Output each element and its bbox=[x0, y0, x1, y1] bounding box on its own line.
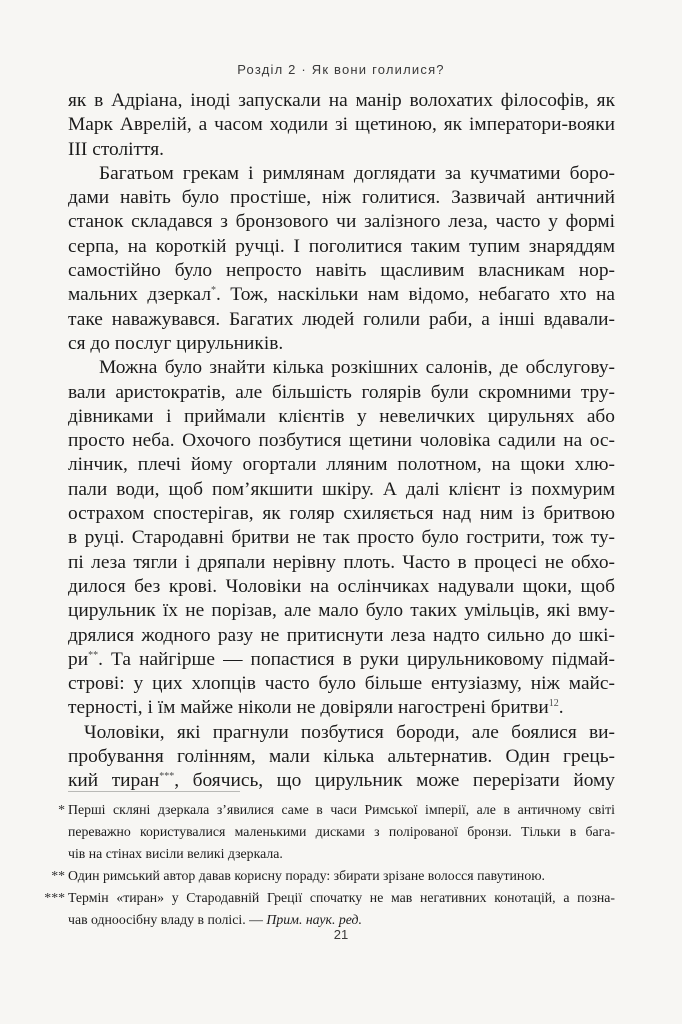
footnote-text bbox=[68, 865, 615, 887]
text-line: Чоловіки, які прагнули позбутися бороди, але боялися ви- bbox=[84, 721, 615, 743]
text-line: дрялися жодного разу не притиснути леза надто сильно до шкі- bbox=[68, 624, 615, 646]
endnote-ref[interactable]: 12 bbox=[548, 698, 559, 710]
text-line: Можна було знайти кілька розкішних салонів, де обслугову- bbox=[99, 357, 615, 379]
footnote-ref[interactable]: *** bbox=[159, 771, 175, 783]
footnote-line: переважно користувалися маленькими дисками з полірованої бронзи. Тільки в бага- bbox=[68, 824, 615, 839]
text-line: Багатьом грекам і римлянам доглядати за кучматими боро- bbox=[99, 162, 615, 184]
footnote-line: Один римський автор давав корисну пораду: збирати зрізане волосся павутиною. bbox=[68, 868, 545, 883]
text-line: пі леза тягли і дряпали нерівну плоть. Часто в процесі не обхо- bbox=[68, 551, 615, 573]
footnote-line: чів на стінах висіли великі дзеркала. bbox=[68, 846, 283, 861]
text-line: лінчик, плечі йому огортали лляним полотном, на щоки хлю- bbox=[68, 454, 615, 476]
text-line: Марк Аврелій, а часом ходили зі щетиною, як імператори-вояки bbox=[68, 114, 615, 136]
footnote-text bbox=[68, 799, 615, 865]
text-line: серпа, на короткій ручці. І поголитися таким тупим знаряддям bbox=[68, 235, 615, 257]
text-fragment: . bbox=[558, 697, 564, 719]
footnote-line: Термін «тиран» у Стародавній Греції спочатку не мав негативних конотацій, а позна- bbox=[68, 890, 615, 905]
text-fragment: . Та найгірше — попастися в руки цирульниковому підмай- bbox=[98, 648, 615, 670]
text-fragment: чав одноосібну владу в полісі. — bbox=[68, 912, 267, 927]
footnote-line: Перші скляні дзеркала з’явилися саме в часи Римської імперії, але в античному світі bbox=[68, 802, 615, 817]
footnote-mark: ** bbox=[51, 868, 65, 883]
footnote bbox=[22, 799, 615, 865]
text-line bbox=[68, 769, 615, 793]
footnotes bbox=[22, 799, 615, 931]
text-line bbox=[68, 283, 615, 307]
text-line: просто неба. Охочого позбутися щетини чоловіка садили на ос- bbox=[68, 430, 615, 452]
footnote bbox=[22, 887, 615, 931]
text-line: дами навіть було простіше, ніж голитися. Зазвичай античний bbox=[68, 187, 615, 209]
footnote bbox=[22, 865, 615, 887]
text-line bbox=[68, 648, 615, 672]
text-line: пали води, щоб пом’якшити шкіру. А далі клієнт із похмурим bbox=[68, 478, 615, 500]
editor-note: Прим. наук. ред. bbox=[266, 912, 362, 927]
text-line: самостійно було непросто навіть щасливим власникам нор- bbox=[68, 260, 615, 282]
text-line: ся до послуг цирульників. bbox=[68, 332, 284, 354]
text-line: острахом спостерігав, як голяр схиляється над ним із бритвою bbox=[68, 503, 615, 525]
text-line: як в Адріана, іноді запускали на манір волохатих філософів, як bbox=[68, 90, 615, 111]
footnote-mark: * bbox=[58, 802, 65, 817]
text-fragment: кий тиран bbox=[68, 770, 160, 792]
footnote-divider bbox=[68, 791, 240, 792]
text-line bbox=[68, 696, 615, 720]
text-fragment: , боячись, що цирульник може перерізати йому bbox=[174, 770, 615, 792]
footnote-text bbox=[68, 887, 615, 931]
text-line: вали аристократів, але більшість голярів були скромними тру- bbox=[68, 381, 615, 403]
text-fragment: мальних дзеркал bbox=[68, 284, 211, 306]
running-head: Розділ 2 · Як вони голилися? bbox=[237, 62, 445, 77]
text-fragment: терності, і їм майже ніколи не довіряли нагострені бритви bbox=[68, 697, 549, 719]
text-fragment: . Тож, наскільки нам відомо, небагато хто на bbox=[216, 284, 615, 306]
footnote-ref[interactable]: ** bbox=[88, 649, 99, 661]
text-line: станок складався з бронзового чи залізного леза, часто у формі bbox=[68, 211, 615, 233]
text-line: пробування голінням, мали кілька альтернатив. Один грець- bbox=[68, 746, 615, 768]
footnote-ref[interactable]: * bbox=[211, 285, 216, 297]
text-line: цирульник їх не порізав, але мало було таких умільців, які вму- bbox=[68, 600, 615, 622]
text-fragment: ри bbox=[68, 648, 89, 670]
text-line: в руці. Стародавні бритви не так просто було гострити, тож ту- bbox=[68, 527, 615, 549]
text-line: строві: у цих хлопців часто було більше ентузіазму, ніж майс- bbox=[68, 673, 615, 695]
page-number: 21 bbox=[333, 927, 349, 942]
text-line: дівниками і приймали клієнтів у невеличких цирульнях або bbox=[68, 405, 615, 427]
body-text bbox=[68, 89, 615, 794]
footnote-mark: *** bbox=[44, 890, 65, 905]
text-line: таке наважувався. Багатих людей голили раби, а інші вдавали- bbox=[68, 308, 615, 330]
text-line: дилося без крові. Чоловіки на ослінчиках надували щоки, щоб bbox=[68, 575, 615, 597]
text-line: III століття. bbox=[68, 138, 165, 160]
